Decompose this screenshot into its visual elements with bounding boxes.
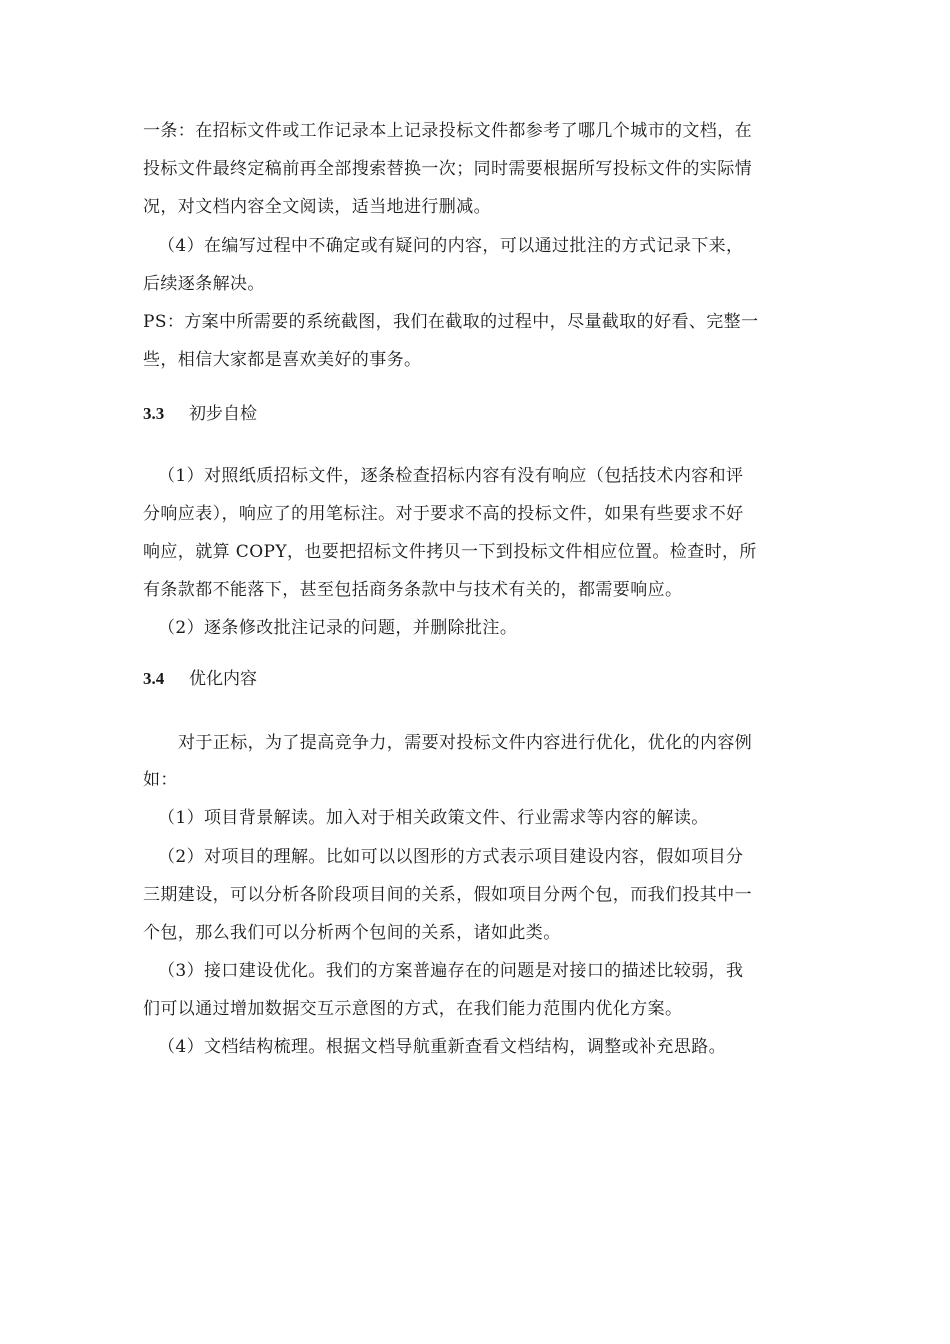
section-heading-3-4 [143,668,257,690]
paragraph-line: （1）项目背景解读。加入对于相关政策文件、行业需求等内容的解读。 [158,808,709,828]
section-number: 3.3 [143,404,165,423]
paragraph-line: 后续逐条解决。 [143,274,265,294]
paragraph-line: （1）对照纸质招标文件，逐条检查招标内容有没有响应（包括技术内容和评 [158,466,744,486]
section-title: 初步自检 [189,404,257,424]
section-heading-3-3 [143,403,257,425]
section-number: 3.4 [143,669,165,688]
paragraph-line: 些，相信大家都是喜欢美好的事务。 [143,350,422,370]
paragraph-line: 响应，就算 COPY，也要把招标文件拷贝一下到投标文件相应位置。检查时，所 [143,542,757,562]
paragraph-line: （3）接口建设优化。我们的方案普遍存在的问题是对接口的描述比较弱，我 [158,961,744,981]
paragraph-line: 分响应表），响应了的用笔标注。对于要求不高的投标文件，如果有些要求不好 [143,504,744,524]
paragraph-line: 况，对文档内容全文阅读，适当地进行删减。 [143,197,491,217]
paragraph-line: 三期建设，可以分析各阶段项目间的关系，假如项目分两个包，而我们投其中一 [143,885,752,905]
paragraph-line: （4）在编写过程中不确定或有疑问的内容，可以通过批注的方式记录下来， [158,236,744,256]
paragraph-line: 对于正标，为了提高竞争力，需要对投标文件内容进行优化，优化的内容例 [178,733,753,753]
paragraph-line: 一条：在招标文件或工作记录本上记录投标文件都参考了哪几个城市的文档，在 [143,121,752,141]
paragraph-line: 个包，那么我们可以分析两个包间的关系，诸如此类。 [143,923,561,943]
paragraph-line: 有条款都不能落下，甚至包括商务条款中与技术有关的，都需要响应。 [143,580,683,600]
paragraph-line: PS：方案中所需要的系统截图，我们在截取的过程中，尽量截取的好看、完整一 [143,312,759,332]
paragraph-line: 投标文件最终定稿前再全部搜索替换一次；同时需要根据所写投标文件的实际情 [143,159,752,179]
paragraph-line: 们可以通过增加数据交互示意图的方式，在我们能力范围内优化方案。 [143,999,683,1019]
paragraph-line: （2）对项目的理解。比如可以以图形的方式表示项目建设内容，假如项目分 [158,847,744,867]
paragraph-line: （4）文档结构梳理。根据文档导航重新查看文档结构，调整或补充思路。 [158,1037,727,1057]
section-title: 优化内容 [189,669,257,689]
paragraph-line: （2）逐条修改批注记录的问题，并删除批注。 [158,618,518,638]
paragraph-line: 如： [143,770,178,790]
